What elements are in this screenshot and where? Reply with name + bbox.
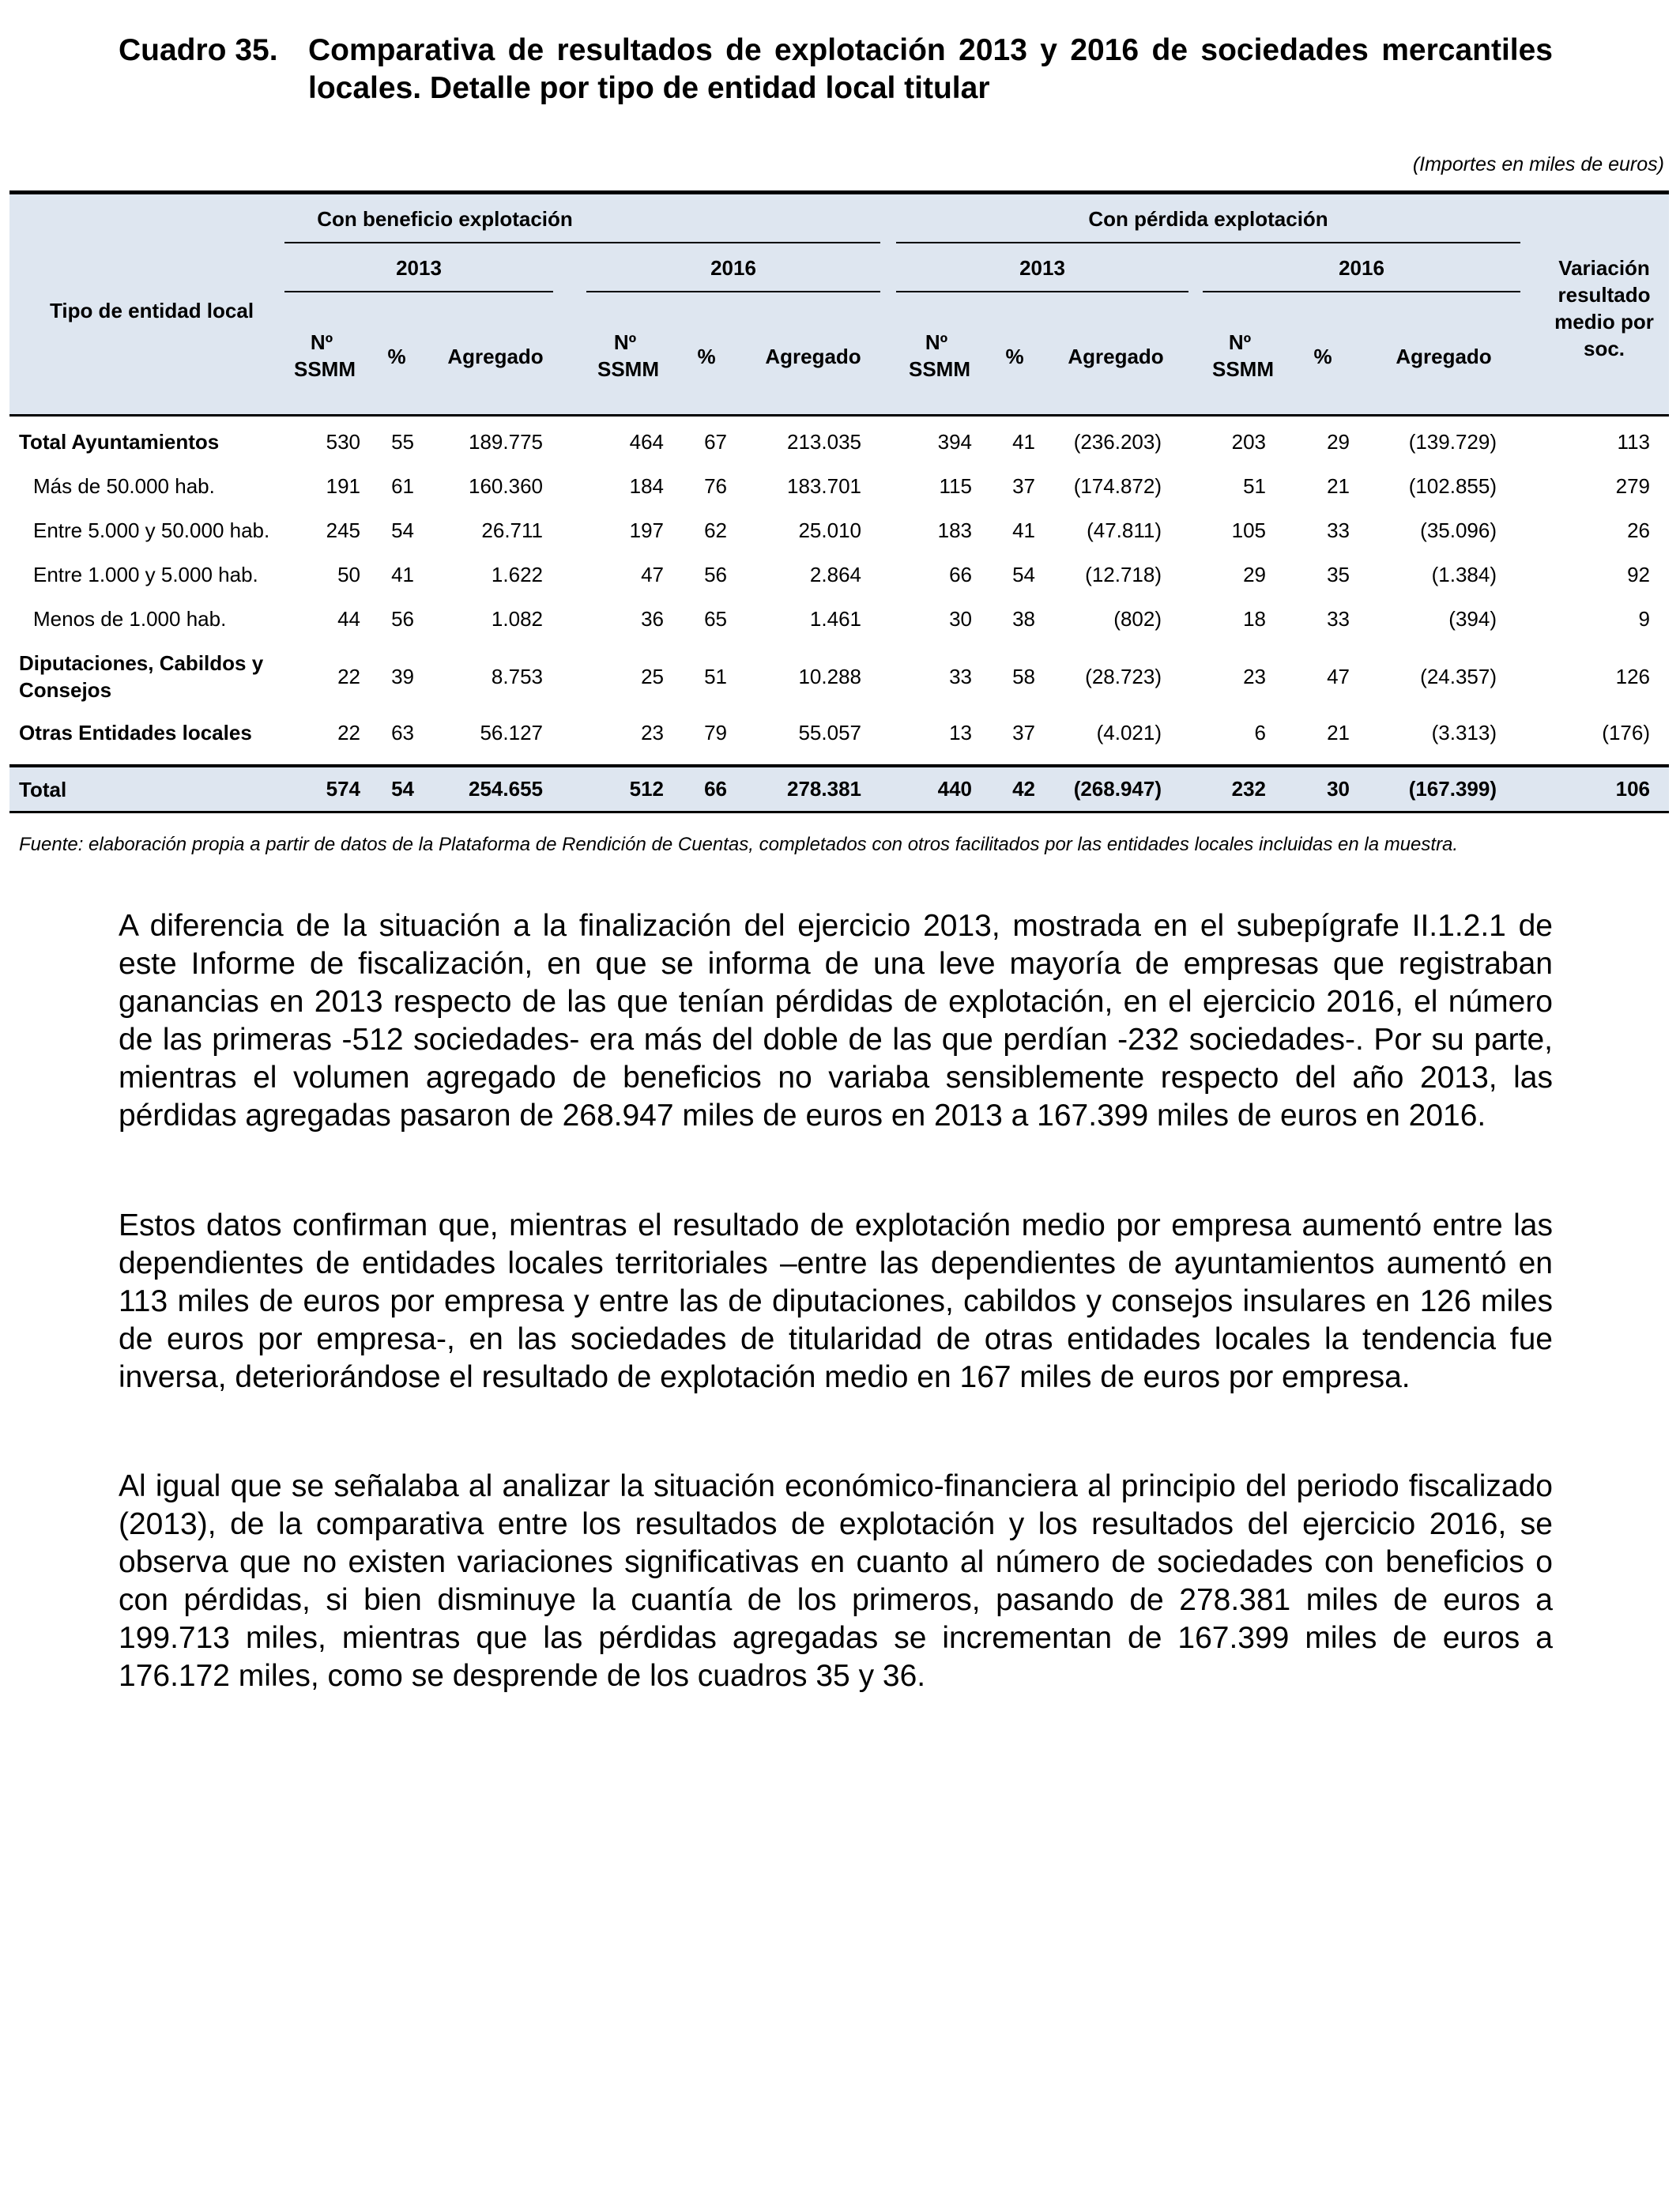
cell-pct-2013-profit: 56 [391, 606, 414, 631]
cell-agg-2013-loss: (12.718) [1085, 562, 1162, 586]
divider [284, 291, 553, 292]
cell-n-2013-profit: 44 [337, 606, 360, 631]
col-pct-header: % [697, 345, 716, 368]
cell-n-2016-loss: 51 [1243, 473, 1266, 498]
year-2013-loss: 2013 [1019, 256, 1065, 280]
cell-n-2013-loss: 30 [949, 606, 972, 631]
row-label: Total [19, 777, 67, 801]
row-label: Entre 1.000 y 5.000 hab. [33, 563, 258, 586]
cell-agg-2016-loss: (3.313) [1431, 720, 1497, 745]
cell-variation: 92 [1627, 562, 1650, 586]
table-row [9, 508, 1669, 552]
cell-agg-2013-profit: 26.711 [481, 518, 543, 542]
paragraph-1: A diferencia de la situación a la finalización del ejercicio 2013, mostrada en el subepígrafe II.1.2.1 de este Informe de fiscalización, en que se informa de una leve mayoría de empresas que registraban ganancias en 2013 respecto de las que tenían pérdidas de explotación, en el ejercicio 2016, el número de las primeras -512 sociedades- era más del doble de las que perdían -232 sociedades-. Por su parte, mientras el volumen agregado de beneficios no variaba sensiblemente respecto del año 2013, las pérdidas agregadas pasaron de 268.947 miles de euros en 2013 a 167.399 miles de euros en 2016. [119, 909, 1553, 1133]
cell-pct-2016-profit: 66 [704, 777, 727, 801]
table-row [9, 464, 1669, 508]
cell-agg-2016-profit: 25.010 [798, 518, 861, 542]
cell-pct-2013-loss: 54 [1012, 562, 1035, 586]
cell-n-2016-loss: 232 [1231, 777, 1266, 801]
cell-agg-2016-profit: 278.381 [787, 777, 861, 801]
cell-agg-2013-loss: (47.811) [1087, 518, 1162, 542]
cell-n-2013-loss: 33 [949, 664, 972, 688]
cell-pct-2013-loss: 38 [1012, 606, 1035, 631]
col-agg-header: Agregado [765, 345, 861, 368]
cell-n-2016-profit: 464 [629, 429, 664, 454]
col-n-header: Nº SSMM [909, 330, 970, 381]
cell-pct-2013-profit: 41 [391, 562, 414, 586]
source-note: Fuente: elaboración propia a partir de datos de la Plataforma de Rendición de Cuentas, completados con otros facilitados por las entidades locales incluidas en la muestra. [19, 834, 1459, 855]
cell-agg-2016-loss: (139.729) [1408, 429, 1497, 454]
cell-agg-2013-profit: 254.655 [469, 777, 543, 801]
cell-pct-2013-profit: 55 [391, 429, 414, 454]
group-profit-header: Con beneficio explotación [317, 207, 573, 231]
cell-n-2013-loss: 183 [937, 518, 972, 542]
col-n-header: Nº SSMM [597, 330, 659, 381]
cell-pct-2013-loss: 37 [1012, 473, 1035, 498]
cell-n-2016-profit: 197 [629, 518, 664, 542]
cell-pct-2013-profit: 54 [391, 518, 414, 542]
cell-pct-2013-loss: 41 [1012, 518, 1035, 542]
cell-n-2016-loss: 203 [1231, 429, 1266, 454]
cell-pct-2013-loss: 42 [1012, 777, 1035, 801]
cell-n-2013-profit: 574 [326, 777, 360, 801]
cell-agg-2016-profit: 55.057 [798, 720, 861, 745]
cell-pct-2016-profit: 79 [704, 720, 727, 745]
cell-variation: 9 [1638, 606, 1650, 631]
cell-pct-2016-profit: 56 [704, 562, 727, 586]
cell-n-2016-loss: 29 [1243, 562, 1266, 586]
row-label: Diputaciones, Cabildos y Consejos [19, 651, 264, 702]
table-number: Cuadro 35. [119, 33, 278, 67]
cell-n-2016-loss: 23 [1243, 664, 1266, 688]
cell-pct-2016-profit: 65 [704, 606, 727, 631]
cell-agg-2016-profit: 2.864 [809, 562, 861, 586]
cell-agg-2013-loss: (802) [1113, 606, 1162, 631]
table-row [9, 420, 1669, 464]
cell-n-2013-loss: 115 [939, 473, 972, 498]
table-row [9, 643, 1669, 711]
row-label: Menos de 1.000 hab. [33, 607, 227, 631]
results-table [9, 190, 1669, 823]
divider [896, 291, 1188, 292]
cell-agg-2016-loss: (1.384) [1431, 562, 1497, 586]
cell-variation: (176) [1602, 720, 1650, 745]
row-label: Total Ayuntamientos [19, 430, 220, 454]
cell-pct-2016-loss: 35 [1327, 562, 1350, 586]
table-header [9, 190, 1669, 417]
cell-pct-2016-profit: 76 [704, 473, 727, 498]
cell-n-2013-loss: 66 [949, 562, 972, 586]
cell-n-2013-profit: 22 [337, 720, 360, 745]
table-title [119, 32, 1553, 107]
cell-pct-2016-loss: 33 [1327, 518, 1350, 542]
row-label-header: Tipo de entidad local [49, 299, 254, 322]
cell-n-2016-loss: 105 [1231, 518, 1266, 542]
cell-pct-2016-loss: 30 [1327, 777, 1350, 801]
cell-agg-2016-loss: (394) [1448, 606, 1497, 631]
cell-pct-2013-loss: 58 [1012, 664, 1035, 688]
col-pct-header: % [1005, 345, 1024, 368]
cell-variation: 113 [1617, 429, 1650, 454]
cell-pct-2016-loss: 47 [1327, 664, 1350, 688]
group-loss-header: Con pérdida explotación [1088, 207, 1328, 231]
divider [284, 242, 880, 243]
row-label: Más de 50.000 hab. [33, 474, 215, 498]
table-row [9, 552, 1669, 597]
cell-agg-2013-profit: 56.127 [480, 720, 543, 745]
cell-pct-2013-profit: 54 [391, 777, 414, 801]
cell-pct-2016-profit: 62 [704, 518, 727, 542]
divider [586, 291, 880, 292]
cell-n-2013-profit: 191 [326, 473, 360, 498]
col-n-header: Nº SSMM [294, 330, 356, 381]
cell-n-2013-loss: 394 [937, 429, 972, 454]
cell-n-2013-profit: 22 [337, 664, 360, 688]
cell-variation: 279 [1615, 473, 1650, 498]
cell-n-2013-loss: 13 [949, 720, 972, 745]
cell-agg-2013-profit: 8.753 [491, 664, 543, 688]
variation-header: Variación resultado medio por soc. [1554, 256, 1654, 360]
cell-n-2016-profit: 23 [641, 720, 664, 745]
table-row [9, 597, 1669, 641]
cell-n-2016-profit: 25 [641, 664, 664, 688]
cell-variation: 26 [1627, 518, 1650, 542]
col-agg-header: Agregado [1068, 345, 1164, 368]
cell-agg-2013-profit: 189.775 [469, 429, 543, 454]
cell-n-2016-loss: 6 [1254, 720, 1266, 745]
cell-pct-2013-profit: 63 [391, 720, 414, 745]
cell-pct-2013-profit: 61 [391, 473, 414, 498]
cell-agg-2013-profit: 1.622 [491, 562, 543, 586]
year-2016-loss: 2016 [1339, 256, 1384, 280]
cell-n-2016-profit: 512 [629, 777, 664, 801]
col-n-header: Nº SSMM [1212, 330, 1274, 381]
cell-pct-2016-profit: 51 [704, 664, 727, 688]
divider [1203, 291, 1520, 292]
cell-n-2013-loss: 440 [937, 777, 972, 801]
table-row [9, 711, 1669, 755]
total-row [9, 764, 1669, 813]
cell-n-2016-profit: 36 [641, 606, 664, 631]
cell-pct-2013-loss: 37 [1012, 720, 1035, 745]
cell-agg-2016-profit: 1.461 [809, 606, 861, 631]
cell-agg-2013-loss: (268.947) [1073, 777, 1162, 801]
units-note: (Importes en miles de euros) [1412, 153, 1664, 175]
table-title-text: Comparativa de resultados de explotación 2013 y 2016 de sociedades mercantiles locales. Detalle por tipo de entidad local titular [308, 33, 1553, 105]
cell-agg-2016-loss: (167.399) [1408, 777, 1497, 801]
col-pct-header: % [1313, 345, 1332, 368]
cell-agg-2016-loss: (102.855) [1408, 473, 1497, 498]
cell-pct-2016-loss: 29 [1327, 429, 1350, 454]
col-pct-header: % [387, 345, 406, 368]
cell-pct-2016-profit: 67 [704, 429, 727, 454]
year-2013-profit: 2013 [396, 256, 442, 280]
cell-agg-2013-loss: (236.203) [1073, 429, 1162, 454]
paragraph-3: Al igual que se señalaba al analizar la situación económico-financiera al principio del periodo fiscalizado (2013), de la comparativa entre los resultados de explotación y los resultados del ejercicio 2016, se observa que no existen variaciones significativas en cuanto al número de sociedades con beneficios o con pérdidas, si bien disminuye la cuantía de los primeros, pasando de 278.381 miles de euros a 199.713 miles, mientras que las pérdidas agregadas se incrementan de 167.399 miles de euros a 176.172 miles, como se desprende de los cuadros 35 y 36. [119, 1469, 1553, 1693]
cell-agg-2016-profit: 183.701 [787, 473, 861, 498]
cell-agg-2013-loss: (174.872) [1073, 473, 1162, 498]
cell-pct-2013-loss: 41 [1012, 429, 1035, 454]
cell-agg-2013-loss: (4.021) [1096, 720, 1162, 745]
divider [896, 242, 1520, 243]
cell-n-2016-profit: 47 [641, 562, 664, 586]
col-agg-header: Agregado [1396, 345, 1492, 368]
cell-agg-2016-loss: (24.357) [1420, 664, 1497, 688]
cell-n-2016-profit: 184 [629, 473, 664, 498]
cell-agg-2013-loss: (28.723) [1085, 664, 1162, 688]
cell-variation: 126 [1615, 664, 1650, 688]
cell-n-2016-loss: 18 [1243, 606, 1266, 631]
paragraph-2: Estos datos confirman que, mientras el resultado de explotación medio por empresa aumentó entre las dependientes de entidades locales territoriales –entre las dependientes de ayuntamientos aumentó en 113 miles de euros por empresa y entre las de diputaciones, cabildos y consejos insulares en 126 miles de euros por empresa-, en las sociedades de titularidad de otras entidades locales la tendencia fue inversa, deteriorándose el resultado de explotación medio en 167 miles de euros por empresa. [119, 1208, 1553, 1394]
row-label: Entre 5.000 y 50.000 hab. [33, 518, 270, 542]
cell-pct-2016-loss: 21 [1327, 720, 1350, 745]
row-label: Otras Entidades locales [19, 721, 252, 745]
cell-variation: 106 [1615, 777, 1650, 801]
cell-agg-2016-profit: 213.035 [787, 429, 861, 454]
cell-n-2013-profit: 50 [337, 562, 360, 586]
cell-agg-2013-profit: 160.360 [469, 473, 543, 498]
cell-pct-2016-loss: 33 [1327, 606, 1350, 631]
cell-n-2013-profit: 245 [326, 518, 360, 542]
cell-pct-2013-profit: 39 [391, 664, 414, 688]
cell-pct-2016-loss: 21 [1327, 473, 1350, 498]
cell-n-2013-profit: 530 [326, 429, 360, 454]
cell-agg-2016-profit: 10.288 [798, 664, 861, 688]
cell-agg-2016-loss: (35.096) [1420, 518, 1497, 542]
col-agg-header: Agregado [447, 345, 544, 368]
year-2016-profit: 2016 [710, 256, 756, 280]
cell-agg-2013-profit: 1.082 [491, 606, 543, 631]
